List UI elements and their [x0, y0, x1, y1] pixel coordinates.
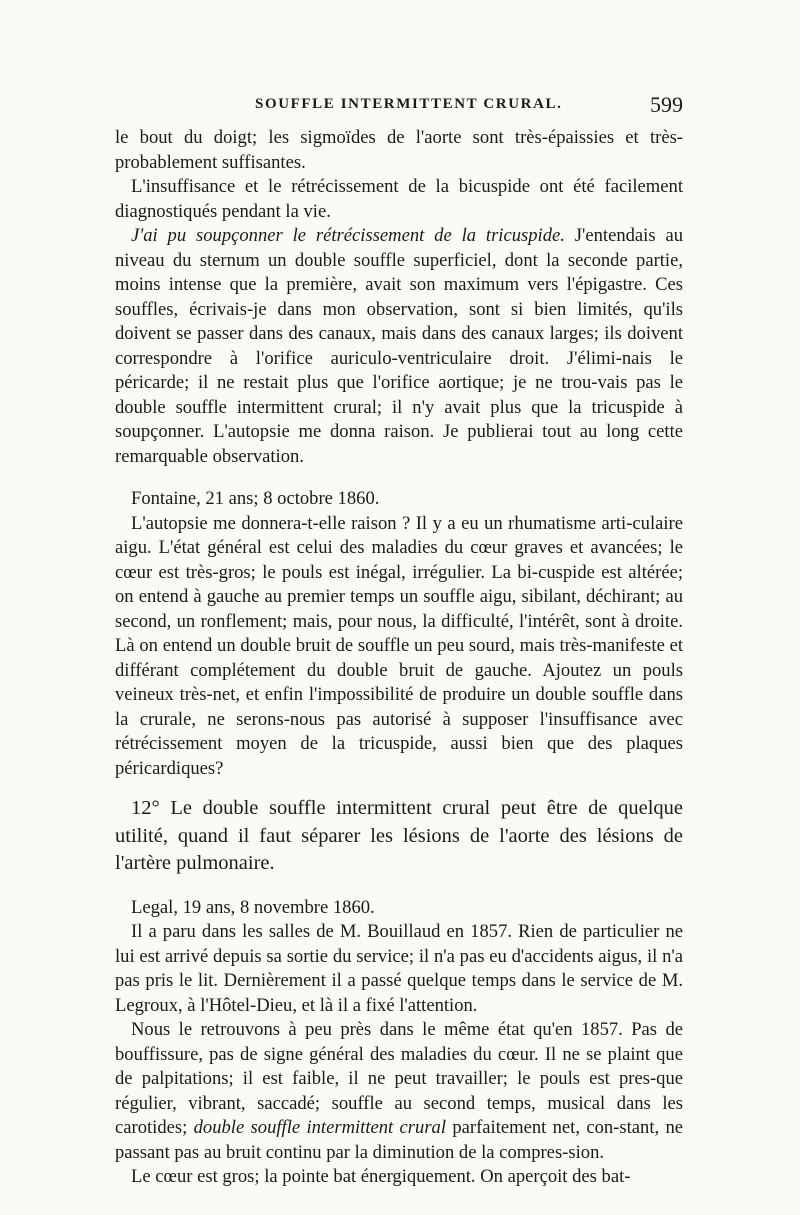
paragraph-text: parfaitement net, con-stant, ne passant pas au bruit continu par la diminution de la compres-sion.	[115, 1117, 684, 1163]
paragraph-legal-exam	[115, 1018, 683, 1165]
paragraph-tricuspide	[115, 224, 683, 469]
paragraph-legal-heart: Le cœur est gros; la pointe bat énergiquement. On aperçoit des bat-	[131, 1166, 631, 1187]
section-heading: 12° Le double souffle intermittent crural peut être de quelque utilité, quand il faut séparer les lésions de l'aorte des lésions de l'artère pulmonaire.	[115, 797, 683, 874]
paragraph-bicuspide: L'insuffisance et le rétrécissement de la bicuspide ont été facilement diagnostiqués pendant la vie.	[115, 176, 683, 222]
case-header-fontaine: Fontaine, 21 ans; 8 octobre 1860.	[131, 488, 380, 509]
page-header	[115, 92, 683, 120]
paragraph-legal-history: Il a paru dans les salles de M. Bouillaud en 1857. Rien de particulier ne lui est arrivé depuis sa sortie du service; il n'a pas eu d'accidents aigus, il n'a pas pris le lit. Dernièrement il a passé quelque temps dans le service de M. Legroux, à l'Hôtel-Dieu, et là il a fixé l'attention.	[115, 921, 683, 1016]
case-header-legal: Legal, 19 ans, 8 novembre 1860.	[131, 896, 375, 918]
paragraph-lead-italic: J'ai pu soupçonner le rétrécissement de la tricuspide.	[131, 225, 565, 246]
paragraph-text: Nous le retrouvons à peu près dans le même état qu'en 1857. Pas de bouffissure, pas de signe général des maladies du cœur. Il ne se plaint que de palpitations; il est faible, il ne peut travailler; le pouls est pres-que régulier, vibrant, saccadé; souffle au second temps, musical dans les carotides;	[115, 1019, 683, 1138]
page-number: 599	[650, 92, 683, 117]
paragraph-fontaine: L'autopsie me donnera-t-elle raison ? Il y a eu un rhumatisme arti-culaire aigu. L'état général est celui des maladies du cœur graves et avancées; le cœur est très-gros; le pouls est inégal, irrégulier. La bi-cuspide est altérée; on entend à gauche au premier temps un souffle aigu, sibilant, déchirant; au second, un ronflement; mais, pour nous, la difficulté, l'intérêt, sont à droite. Là on entend un double bruit de souffle un peu sourd, mais très-manifeste et différant complétement du double bruit de gauche. Ajoutez un pouls veineux très-net, et enfin l'impossibilité de produire un double souffle dans la crurale, ne serons-nous pas autorisé à supposer l'insuffisance avec rétrécissement moyen de la tricuspide, aussi bien que des plaques péricardiques?	[115, 512, 683, 779]
paragraph-text: J'entendais au niveau du sternum un double souffle superficiel, dont la seconde partie, moins intense que la première, avait son maximum vers l'épigastre. Ces souffles, écrivais-je dans mon observation, sont si bien limités, qu'ils doivent se passer dans des canaux, mais dans des canaux larges; ils doivent correspondre à l'orifice auriculo-ventriculaire droit. J'élimi-nais le péricarde; il ne restait plus que l'orifice aortique; je ne trou-vais pas le double souffle intermittent crural; il n'y avait plus que la tricuspide à soupçonner. L'autopsie me donna raison. Je publierai tout au long cette remarquable observation.	[115, 225, 683, 467]
paragraph-continuation: le bout du doigt; les sigmoïdes de l'aorte sont très-épaissies et très-probablement suffisantes.	[115, 127, 683, 173]
italic-phrase: double souffle intermittent crural	[193, 1117, 447, 1138]
page-body	[115, 126, 683, 1190]
running-title: SOUFFLE INTERMITTENT CRURAL.	[255, 96, 563, 112]
